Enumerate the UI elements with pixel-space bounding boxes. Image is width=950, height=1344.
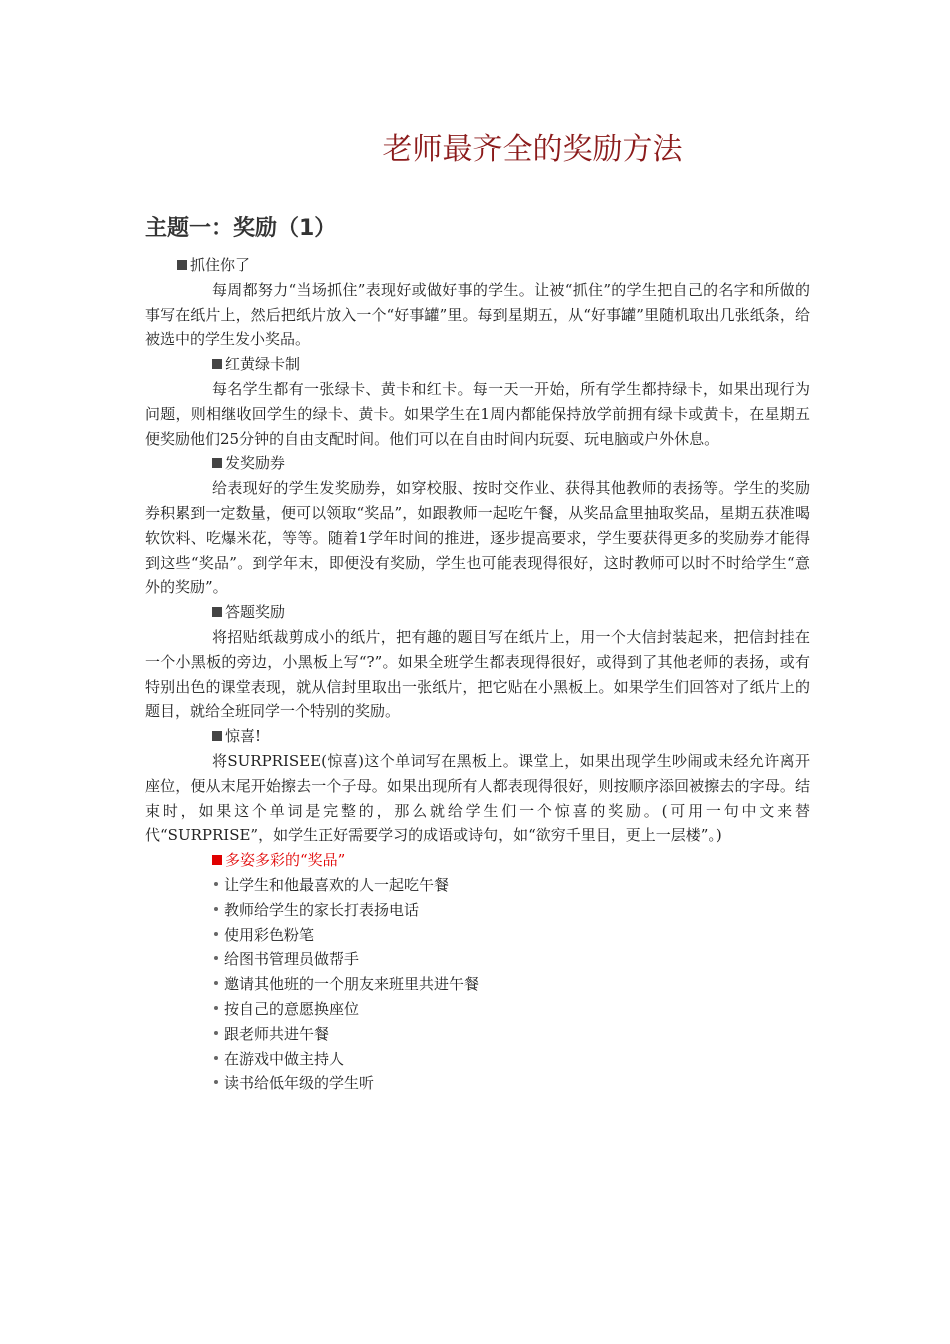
subheading-coupons (145, 451, 810, 476)
paragraph-quiz: 将招贴纸裁剪成小的纸片，把有趣的题目写在纸片上，用一个大信封装起来，把信封挂在一个小黑板的旁边，小黑板上写“?”。如果全班学生都表现得很好，或得到了其他老师的表扬，或有特别出色的课堂表现，就从信封里取出一张纸片，把它贴在小黑板上。如果学生们回答对了纸片上的题目，就给全班同学一个特别的奖励。 (145, 627, 810, 721)
list-item-text: 邀请其他班的一个朋友来班里共进午餐 (224, 975, 480, 994)
square-bullet-icon (212, 607, 222, 617)
subheading-quiz (145, 600, 810, 625)
prizes-heading (145, 848, 810, 873)
list-item (145, 1071, 810, 1096)
subheading-cards (145, 352, 810, 377)
list-item (145, 947, 810, 972)
list-item (145, 923, 810, 948)
dot-bullet-icon (214, 932, 218, 936)
list-item-text: 教师给学生的家长打表扬电话 (224, 900, 420, 919)
list-item-text: 跟老师共进午餐 (224, 1024, 330, 1043)
dot-bullet-icon (214, 981, 218, 985)
subheading-label: 发奖励券 (225, 454, 286, 473)
red-square-bullet-icon (212, 855, 222, 865)
list-item (145, 873, 810, 898)
dot-bullet-icon (214, 1006, 218, 1010)
prizes-heading-label: 多姿多彩的“奖品” (225, 851, 346, 870)
subheading-label: 红黄绿卡制 (225, 355, 301, 374)
list-item-text: 读书给低年级的学生听 (224, 1074, 375, 1093)
dot-bullet-icon (214, 882, 218, 886)
dot-bullet-icon (214, 907, 218, 911)
subheading-catch (145, 253, 810, 278)
list-item (145, 997, 810, 1022)
square-bullet-icon (212, 359, 222, 369)
square-bullet-icon (212, 731, 222, 741)
subheading-label: 惊喜! (225, 727, 262, 746)
paragraph-cards: 每名学生都有一张绿卡、黄卡和红卡。每一天一开始，所有学生都持绿卡，如果出现行为问题，则相继收回学生的绿卡、黄卡。如果学生在1周内都能保持放学前拥有绿卡或黄卡，在星期五便奖励他们25分钟的自由支配时间。他们可以在自由时间内玩耍、玩电脑或户外休息。 (145, 379, 810, 448)
list-item (145, 898, 810, 923)
section-heading: 主题一：奖励（1） (145, 216, 337, 241)
list-item-text: 让学生和他最喜欢的人一起吃午餐 (224, 875, 450, 894)
square-bullet-icon (177, 260, 187, 270)
list-item-text: 给图书管理员做帮手 (224, 950, 360, 969)
subheading-surprise (145, 724, 810, 749)
list-item-text: 按自己的意愿换座位 (224, 999, 360, 1018)
document-body (145, 253, 810, 1096)
document-title: 老师最齐全的奖励方法 (382, 132, 683, 167)
subheading-label: 抓住你了 (190, 256, 251, 274)
list-item (145, 1022, 810, 1047)
prizes-list (145, 873, 810, 1096)
dot-bullet-icon (214, 1080, 218, 1084)
dot-bullet-icon (214, 956, 218, 960)
list-item-text: 在游戏中做主持人 (224, 1049, 345, 1068)
dot-bullet-icon (214, 1031, 218, 1035)
list-item-text: 使用彩色粉笔 (224, 925, 315, 944)
square-bullet-icon (212, 458, 222, 468)
list-item (145, 1047, 810, 1072)
paragraph-catch: 每周都努力“当场抓住”表现好或做好事的学生。让被“抓住”的学生把自己的名字和所做的事写在纸片上，然后把纸片放入一个“好事罐”里。每到星期五，从“好事罐”里随机取出几张纸条，给被选中的学生发小奖品。 (145, 280, 810, 349)
subheading-label: 答题奖励 (225, 603, 286, 622)
paragraph-surprise: 将SURPRISEE(惊喜)这个单词写在黑板上。课堂上，如果出现学生吵闹或未经允许离开座位，便从末尾开始擦去一个子母。如果出现所有人都表现得很好，则按顺序添回被擦去的字母。结束时，如果这个单词是完整的，那么就给学生们一个惊喜的奖励。(可用一句中文来替代“SURPRISE”，如学生正好需要学习的成语或诗句，如“欲穷千里目，更上一层楼”。) (145, 751, 810, 845)
dot-bullet-icon (214, 1056, 218, 1060)
paragraph-coupons: 给表现好的学生发奖励券，如穿校服、按时交作业、获得其他教师的表扬等。学生的奖励券积累到一定数量，便可以领取“奖品”，如跟教师一起吃午餐，从奖品盒里抽取奖品，星期五获准喝软饮料、吃爆米花，等等。随着1学年时间的推进，逐步提高要求，学生要获得更多的奖励券才能得到这些“奖品”。到学年末，即便没有奖励，学生也可能表现得很好，这时教师可以时不时给学生“意外的奖励”。 (145, 479, 810, 597)
list-item (145, 972, 810, 997)
